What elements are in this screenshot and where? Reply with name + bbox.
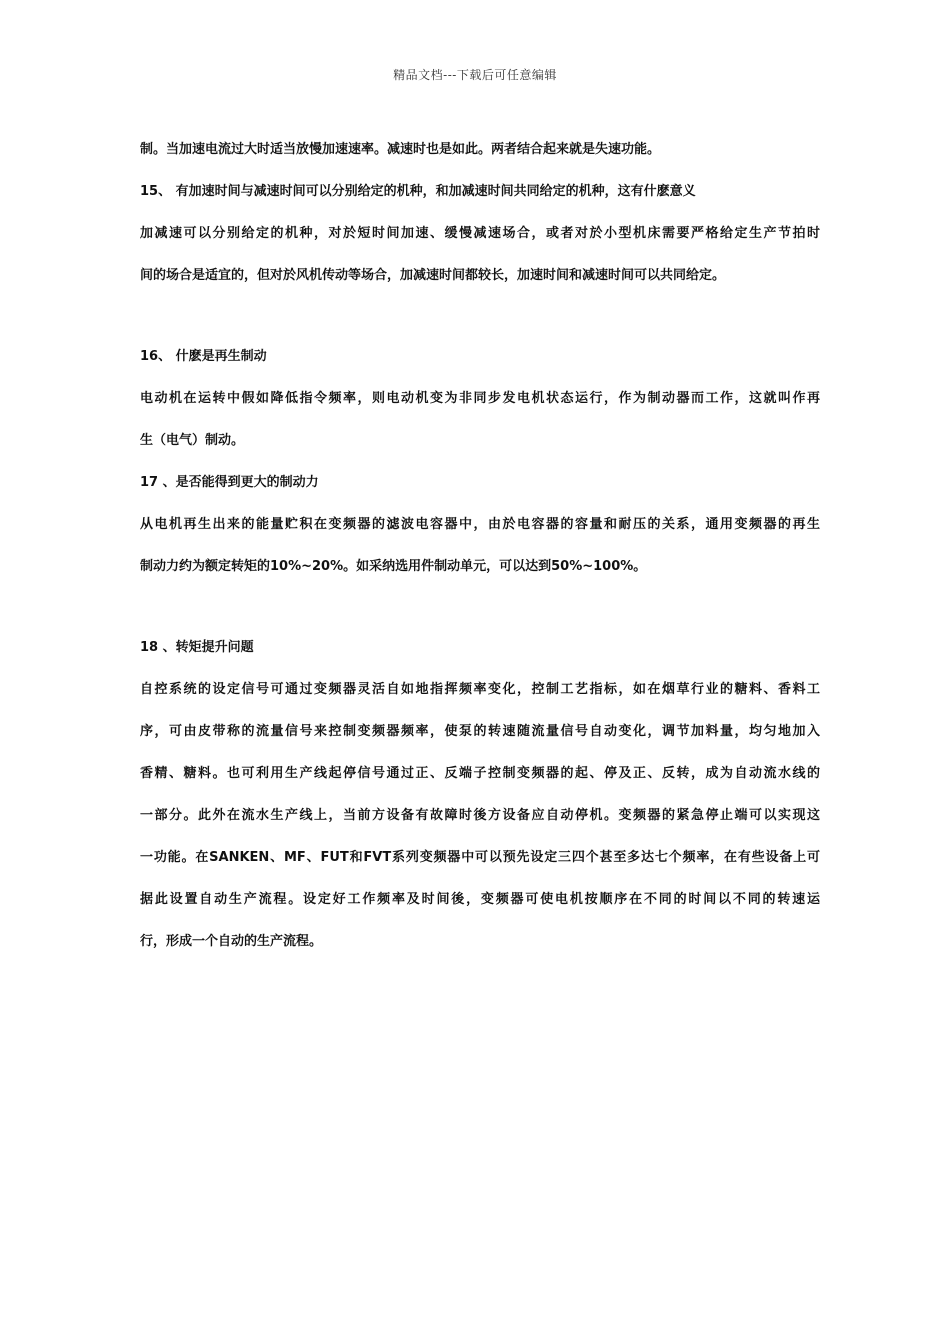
document-body <box>140 138 820 954</box>
paragraph-line: 间的场合是适宜的，但对於风机传动等场合，加减速时间都较长，加速时间和减速时间可以共同给定。 <box>140 268 726 283</box>
paragraph-line: 电动机在运转中假如降低指令频率，则电动机变为非同步发电机状态运行，作为制动器而工作，这就叫作再 <box>140 391 820 406</box>
question-heading-18: 18 、转矩提升问题 <box>140 640 254 655</box>
paragraph-line: 生（电气）制动。 <box>140 433 245 448</box>
paragraph-line: 香精、糖料。也可利用生产线起停信号通过正、反端子控制变频器的起、停及正、反转，成为自动流水线的 <box>140 766 820 781</box>
paragraph-line: 一功能。在SANKEN、MF、FUT和FVT系列变频器中可以预先设定三四个甚至多达七个频率，在有些设备上可 <box>140 850 820 865</box>
paragraph-line: 从电机再生出来的能量贮积在变频器的滤波电容器中，由於电容器的容量和耐压的关系，通用变频器的再生 <box>140 517 820 532</box>
paragraph-line: 序，可由皮带称的流量信号来控制变频器频率，使泵的转速随流量信号自动变化，调节加料量，均匀地加入 <box>140 724 820 739</box>
paragraph-line: 行，形成一个自动的生产流程。 <box>140 934 323 949</box>
paragraph-line: 制动力约为额定转矩的10%~20%。如采纳选用件制动单元，可以达到50%~100%。 <box>140 559 647 574</box>
question-heading-16: 16、 什麽是再生制动 <box>140 349 267 364</box>
page-header: 精品文档---下载后可任意编辑 <box>393 68 557 82</box>
paragraph-line: 加减速可以分别给定的机种，对於短时间加速、缓慢减速场合，或者对於小型机床需要严格给定生产节拍时 <box>140 226 820 241</box>
paragraph-line: 一部分。此外在流水生产线上，当前方设备有故障时後方设备应自动停机。变频器的紧急停止端可以实现这 <box>140 808 820 823</box>
question-heading-17: 17 、是否能得到更大的制动力 <box>140 475 319 490</box>
paragraph-line: 制。当加速电流过大时适当放慢加速速率。减速时也是如此。两者结合起来就是失速功能。 <box>140 142 661 157</box>
paragraph-line: 据此设置自动生产流程。设定好工作频率及时间後，变频器可使电机按顺序在不同的时间以不同的转速运 <box>140 892 820 907</box>
paragraph-line: 自控系统的设定信号可通过变频器灵活自如地指挥频率变化，控制工艺指标，如在烟草行业的糖料、香料工 <box>140 682 820 697</box>
question-heading-15: 15、 有加速时间与减速时间可以分别给定的机种，和加减速时间共同给定的机种，这有什麽意义 <box>140 184 696 199</box>
